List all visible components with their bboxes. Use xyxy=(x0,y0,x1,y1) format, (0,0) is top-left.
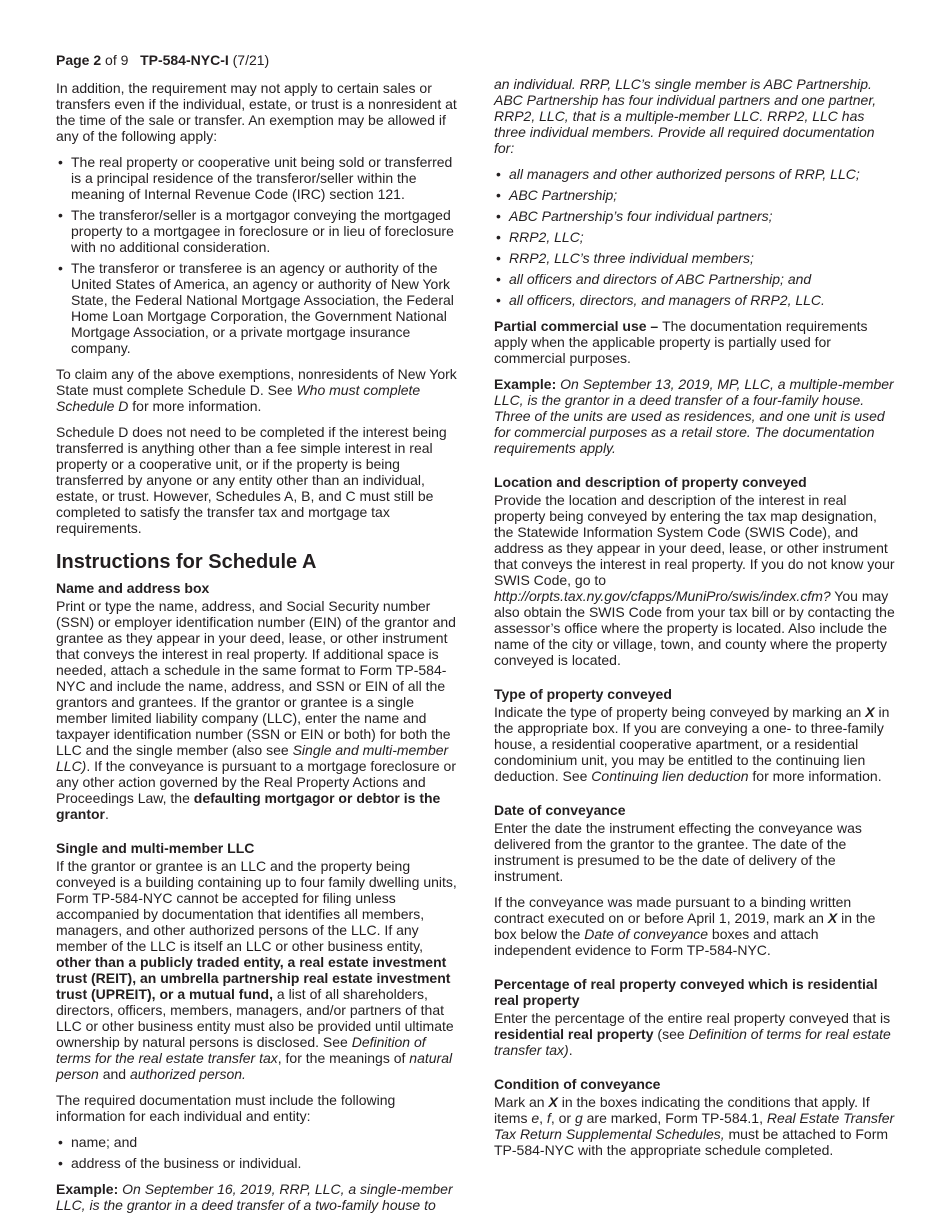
list-item xyxy=(494,166,896,182)
text-run: (see xyxy=(653,1026,689,1042)
text-run: X xyxy=(865,704,875,720)
text-run: Single and multi-member LLC) xyxy=(56,742,449,774)
text-run: Mark an xyxy=(494,1094,549,1110)
section-heading: Instructions for Schedule A xyxy=(56,551,317,573)
text-run: for more information. xyxy=(128,398,262,414)
text-run: Who must complete Schedule D xyxy=(56,382,421,414)
subsection-heading: Condition of conveyance xyxy=(494,1076,661,1092)
text-run: X xyxy=(827,910,838,926)
text-run: On September 16, 2019, RRP, LLC, a single-member LLC, is the grantor in a deed transfer of a two-family house to xyxy=(56,1181,453,1213)
text-run: Example: xyxy=(56,1181,123,1197)
text-run: in the appropriate box. If you are conveying a one- to three-family house, a residential cooperative apartment, or a residential condominium unit, you may be entitled to the continuing lien deduction. See xyxy=(494,704,890,784)
right-column xyxy=(494,76,896,1168)
left-column xyxy=(56,52,458,1223)
text-run: an individual. RRP, LLC’s single member is ABC Partnership. ABC Partnership has four individual partners and one partner, RRP2, LLC, that is a multiple-member LLC. RRP2, LLC has three individual members. Provide all required documentation for: xyxy=(494,76,877,156)
paragraph xyxy=(494,704,896,784)
list-item xyxy=(494,250,896,266)
text-run: all officers and directors of ABC Partnership; and xyxy=(509,271,812,287)
text-run: Real Estate Transfer Tax Return Supplemental Schedules, xyxy=(494,1110,895,1142)
text-run: X xyxy=(548,1094,558,1110)
bullet-list xyxy=(56,1134,458,1171)
paragraph xyxy=(56,1092,458,1124)
paragraph xyxy=(494,820,896,884)
text-run: ABC Partnership’s four individual partners; xyxy=(509,208,773,224)
text-run: If the grantor or grantee is an LLC and the property being conveyed is a building containing up to four family dwelling units, Form TP-584-NYC cannot be accepted for filing unless accompanied by documentation that identifies all members, managers, and other authorized persons of the LLC. If any member of the LLC is itself an LLC or other business entity, xyxy=(56,858,457,954)
text-run: Definition of terms for the real estate transfer tax xyxy=(56,1034,426,1066)
text-run: ABC Partnership; xyxy=(509,187,618,203)
page-total: of 9 xyxy=(101,52,129,68)
text-run: in the box below the xyxy=(494,910,876,942)
text-run: Enter the percentage of the entire real property conveyed that is xyxy=(494,1010,891,1026)
paragraph xyxy=(494,318,896,366)
list-item xyxy=(494,208,896,224)
text-run: all managers and other authorized persons of RRP, LLC; xyxy=(509,166,860,182)
text-run: Schedule D does not need to be completed if the interest being transferred is anything other than a fee simple interest in real property or a cooperative unit, or if the property is being transferred by anyone or any entity other than an individual, estate, or trust. However, Schedules A, B, and C must still be completed to satisfy the transfer tax and mortgage tax requirements. xyxy=(56,424,447,536)
text-run: http://orpts.tax.ny.gov/cfapps/MuniPro/swis/index.cfm? xyxy=(494,588,831,604)
right-column-body xyxy=(494,76,896,1158)
subsection-heading: Location and description of property conveyed xyxy=(494,474,807,490)
paragraph xyxy=(56,598,458,822)
text-run: e xyxy=(531,1110,540,1126)
text-run: If the conveyance was made pursuant to a binding written contract executed on or before April 1, 2019, mark an xyxy=(494,894,852,926)
text-run: In addition, the requirement may not apply to certain sales or transfers even if the individual, estate, or trust is a nonresident at the time of the sale or transfer. An exemption may be allowed if any of the following apply: xyxy=(56,80,457,144)
paragraph xyxy=(494,1010,896,1058)
subsection-heading: Type of property conveyed xyxy=(494,686,672,702)
text-run: for more information. xyxy=(748,768,882,784)
text-run: The transferor/seller is a mortgagor conveying the mortgaged property to a mortgagee in foreclosure or in lieu of foreclosure with no additional consideration. xyxy=(71,207,454,255)
list-item xyxy=(494,292,896,308)
text-run: must be attached to Form TP-584-NYC with the appropriate schedule completed. xyxy=(494,1126,889,1158)
paragraph xyxy=(494,894,896,958)
text-run: , or xyxy=(550,1110,575,1126)
text-run: f xyxy=(546,1110,551,1126)
text-run: . xyxy=(568,1042,573,1058)
text-run: and xyxy=(98,1066,130,1082)
paragraph xyxy=(56,424,458,536)
text-run: g xyxy=(574,1110,583,1126)
text-run: The real property or cooperative unit being sold or transferred is a principal residence of the transferor/seller within the meaning of Internal Revenue Code (IRC) section 121. xyxy=(71,154,453,202)
text-run: The required documentation must include the following information for each individual and entity: xyxy=(56,1092,396,1124)
text-run: all officers, directors, and managers of RRP2, LLC. xyxy=(509,292,825,308)
paragraph xyxy=(494,76,896,156)
text-run: Example: xyxy=(494,376,561,392)
paragraph xyxy=(494,492,896,668)
text-run: other than a publicly traded entity, a real estate investment trust (REIT), an umbrella partnership real estate investment trust (UPREIT), or a mutual fund, xyxy=(56,954,451,1002)
text-run: address of the business or individual. xyxy=(71,1155,302,1171)
page-header xyxy=(56,52,458,68)
left-column-body xyxy=(56,80,458,1213)
text-run: defaulting mortgagor or debtor is the grantor xyxy=(56,790,441,822)
text-run: a list of all shareholders, directors, officers, members, managers, and/or partners of that LLC or other business entity must also be provided until ultimate ownership by natural persons is disclosed. See xyxy=(56,986,454,1050)
text-run: RRP2, LLC; xyxy=(509,229,584,245)
text-run: You may also obtain the SWIS Code from your tax bill or by contacting the assessor’s office where the property is located. Also include the name of the city or village, town, and county where the property conveyed is located. xyxy=(494,588,895,668)
bullet-list xyxy=(56,154,458,356)
text-run: boxes and attach independent evidence to Form TP-584-NYC. xyxy=(494,926,819,958)
text-run: . If the conveyance is pursuant to a mortgage foreclosure or any other action governed by the Real Property Actions and Proceedings Law, the xyxy=(56,758,457,806)
text-run: , xyxy=(539,1110,547,1126)
text-run: Partial commercial use – xyxy=(494,318,663,334)
list-item xyxy=(494,271,896,287)
text-run: . xyxy=(105,806,109,822)
text-run: Provide the location and description of the interest in real property being conveyed by entering the tax map designation, the Statewide Information System Code (SWIS Code), and address as they appear in your deed, lease, or other instrument that conveys the interest in real property. If you do not know your SWIS Code, go to xyxy=(494,492,895,588)
paragraph xyxy=(494,1094,896,1158)
text-run: , for the meanings of xyxy=(277,1050,410,1066)
text-run: authorized person. xyxy=(129,1066,246,1082)
list-item xyxy=(56,154,458,202)
list-item xyxy=(56,1155,458,1171)
text-run: On September 13, 2019, MP, LLC, a multiple-member LLC, is the grantor in a deed transfer of a four-family house. Three of the units are used as residences, and one unit is used for commercial purposes as a retail store. The documentation requirements apply. xyxy=(494,376,894,456)
list-item xyxy=(56,260,458,356)
text-run: are marked, Form TP-584.1, xyxy=(582,1110,767,1126)
paragraph xyxy=(494,376,896,456)
text-run: residential real property xyxy=(494,1026,654,1042)
paragraph xyxy=(56,366,458,414)
paragraph xyxy=(56,858,458,1082)
subsection-heading: Single and multi-member LLC xyxy=(56,840,255,856)
form-id: TP-584-NYC-I xyxy=(140,52,229,68)
bullet-list xyxy=(494,166,896,308)
text-run: RRP2, LLC’s three individual members; xyxy=(509,250,754,266)
text-run: Continuing lien deduction xyxy=(591,768,749,784)
paragraph xyxy=(56,1181,458,1213)
text-run: The transferor or transferee is an agency or authority of the United States of America, an agency or authority of New York State, the Federal National Mortgage Association, the Federal Home Loan Mortgage Corporation, the Government National Mortgage Association, or a private mortgage insurance company. xyxy=(71,260,454,356)
text-run: name; and xyxy=(71,1134,138,1150)
list-item xyxy=(494,187,896,203)
subsection-heading: Date of conveyance xyxy=(494,802,626,818)
text-run: Definition of terms for real estate transfer tax) xyxy=(494,1026,891,1058)
text-run: The documentation requirements apply when the applicable property is partially used for commercial purposes. xyxy=(494,318,868,366)
text-run: Print or type the name, address, and Social Security number (SSN) or employer identification number (EIN) of the grantor and grantee as they appear in your deed, lease, or other instrument that conveys the interest in real property. If additional space is needed, attach a schedule in the same format to Form TP-584-NYC and include the name, address, and SSN or EIN of all the grantors and grantees. If the grantor or grantee is a single member limited liability company (LLC), enter the name and taxpayer identification number (SSN or EIN or both) for both the LLC and the single member (also see xyxy=(56,598,456,758)
paragraph xyxy=(56,80,458,144)
list-item xyxy=(56,207,458,255)
text-run: Enter the date the instrument effecting the conveyance was delivered from the grantor to the grantee. The date of the instrument is presumed to be the date of delivery of the instrument. xyxy=(494,820,862,884)
subsection-heading: Percentage of real property conveyed which is residential real property xyxy=(494,976,878,1008)
list-item xyxy=(494,229,896,245)
text-run: To claim any of the above exemptions, nonresidents of New York State must complete Schedule D. See xyxy=(56,366,457,398)
text-run: Date of conveyance xyxy=(584,926,709,942)
text-run: Indicate the type of property being conveyed by marking an xyxy=(494,704,866,720)
list-item xyxy=(56,1134,458,1150)
text-run: natural person xyxy=(56,1050,453,1082)
page-number: Page 2 xyxy=(56,52,102,68)
subsection-heading: Name and address box xyxy=(56,580,210,596)
text-run: in the boxes indicating the conditions that apply. If items xyxy=(494,1094,870,1126)
form-revision: (7/21) xyxy=(228,52,270,68)
